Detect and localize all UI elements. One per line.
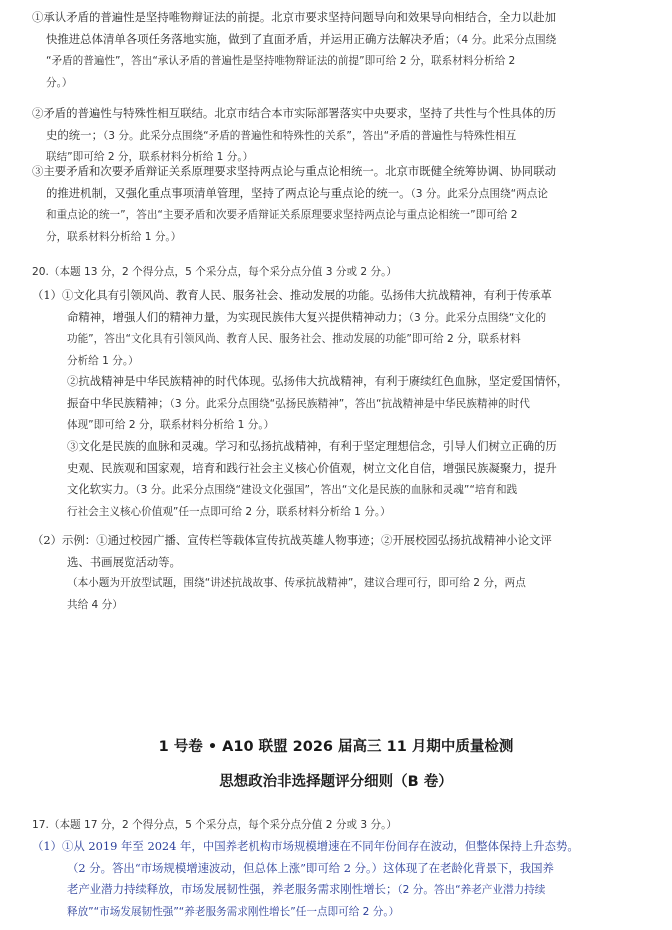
scoring-note: （3 分。此采分点围绕“建设文化强国”，答出“文化是民族的血脉和灵魂”“培育和践 (135, 484, 518, 496)
scoring-note: 分，联系材料分析给 1 分。） (46, 230, 182, 243)
q17-part1-point1 (32, 836, 652, 923)
q20-header (32, 262, 652, 284)
answer-text: 振奋中华民族精神； (67, 395, 170, 410)
q20-part1-point1 (32, 285, 652, 372)
rubric-subtitle: 思想政治非选择题评分细则（B 卷） (219, 774, 453, 790)
scoring-note: （3 分。此采分点围绕“两点论 (410, 187, 548, 200)
scoring-note: 行社会主义核心价值观”任一点即可给 2 分，联系材料分析给 1 分。） (67, 505, 391, 518)
text-line (32, 307, 652, 330)
text-line: （2）示例：①通过校园广播、宣传栏等载体宣传抗战英雄人物事迹；②开展校园弘扬抗战精神小论文评 (32, 533, 552, 547)
scoring-note: 释放”“市场发展韧性强”“养老服务需求刚性增长”任一点即可给 2 分。） (67, 905, 400, 918)
answer-text: 文化软实力。 (67, 482, 136, 496)
text-line: ③文化是民族的血脉和灵魂。学习和弘扬抗战精神，有利于坚定理想信念，引导人们树立正确的历 (67, 439, 557, 453)
q17-header (32, 815, 652, 837)
scoring-note: （3 分。此采分点围绕“矛盾的普遍性和特殊性的关系”，答出“矛盾的普遍性与特殊性相互 (102, 129, 517, 142)
scoring-note: （2 分。答出“养老产业潜力持续 (397, 884, 546, 896)
text-line: ②矛盾的普遍性与特殊性相互联结。北京市结合本市实际部署落实中央要求，坚持了共性与个性具体的历 (32, 106, 556, 120)
answer-text: 老产业潜力持续释放，市场发展韧性强，养老服务需求刚性增长； (67, 882, 398, 896)
text-line (32, 183, 642, 206)
question-header: 20.（本题 13 分，2 个得分点，5 个采分点，每个采分点分值 3 分或 2 分。） (32, 266, 397, 278)
text-line (32, 125, 642, 148)
text-line (67, 393, 657, 416)
answer-text: 快推进总体清单各项任务落地实施，做到了直面矛盾，并运用正确方法解决矛盾； (46, 31, 457, 46)
text-line: 选、书画展览活动等。 (67, 554, 181, 569)
scoring-note: “矛盾的普遍性”，答出“承认矛盾的普遍性是坚持唯物辩证法的前提”即可给 2 分，联系材料分析给 2 (46, 55, 516, 67)
question-header: 17.（本题 17 分，2 个得分点，5 个采分点，每个采分点分值 2 分或 3 分。） (32, 819, 397, 831)
scoring-note: 和重点论的统一”，答出“主要矛盾和次要矛盾辩证关系原理要求坚持两点论与重点论相统一”即可给 2 (46, 209, 518, 221)
scoring-note: 分。） (46, 76, 73, 89)
text-line (32, 29, 642, 52)
text-line: ①承认矛盾的普遍性是坚持唯物辩证法的前提。北京市要求坚持问题导向和效果导向相结合，全力以赴加 (32, 10, 556, 24)
text-line: ③主要矛盾和次要矛盾辩证关系原理要求坚持两点论与重点论相统一。北京市既健全统筹协调、协同联动 (32, 164, 556, 178)
answer-point-2 (32, 103, 642, 169)
answer-text: 命精神，增强人们的精神力量，为实现民族伟大复兴提供精神动力； (67, 309, 409, 324)
exam-title: 1 号卷 • A10 联盟 2026 届高三 11 月期中质量检测 (158, 739, 514, 755)
answer-point-3 (32, 161, 642, 248)
scoring-note: （4 分。此采分点围绕 (456, 33, 557, 46)
scoring-note: （3 分。此采分点围绕“文化的 (408, 311, 547, 324)
text-line: 史观、民族观和国家观，培育和践行社会主义核心价值观，树立文化自信，增强民族凝聚力，提升 (67, 460, 557, 475)
text-line: ②抗战精神是中华民族精神的时代体现。弘扬伟大抗战精神，有利于赓续红色血脉，坚定爱国情怀， (67, 374, 569, 388)
scoring-note: （本小题为开放型试题，围绕“讲述抗战故事、传承抗战精神”，建议合理可行，即可给 2 分，两点 (67, 577, 526, 589)
text-line (67, 479, 657, 502)
text-line: （2 分。答出“市场规模增速波动，但总体上涨”即可给 2 分。）这体现了在老龄化背景下，我国养 (67, 860, 554, 875)
scoring-note: 体现”即可给 2 分，联系材料分析给 1 分。） (67, 419, 275, 431)
answer-text: 史的统一； (46, 127, 103, 142)
answer-point-1 (32, 7, 642, 94)
scoring-note: 功能”，答出“文化具有引领风尚、教育人民、服务社会、推动发展的功能”即可给 2 分，联系材料 (67, 333, 521, 345)
q20-part1-point2 (67, 371, 657, 437)
text-line (32, 879, 652, 902)
scoring-note: 联结”即可给 2 分，联系材料分析给 1 分。） (46, 151, 254, 163)
scoring-note: （3 分。此采分点围绕“弘扬民族精神”，答出“抗战精神是中华民族精神的时代 (169, 397, 530, 410)
scoring-note: 共给 4 分） (67, 598, 123, 611)
scoring-note: 分析给 1 分。） (67, 354, 139, 367)
q20-part2 (32, 530, 652, 616)
q20-part1-point3 (67, 436, 657, 523)
text-line: （1）①从 2019 年至 2024 年，中国养老机构市场规模增速在不同年份间存在波动，但整体保持上升态势。 (32, 839, 579, 853)
answer-text: 的推进机制，又强化重点事项清单管理，坚持了两点论与重点论的统一。 (46, 185, 411, 200)
text-line: （1）①文化具有引领风尚、教育人民、服务社会、推动发展的功能。弘扬伟大抗战精神，有利于传承革 (32, 288, 552, 302)
